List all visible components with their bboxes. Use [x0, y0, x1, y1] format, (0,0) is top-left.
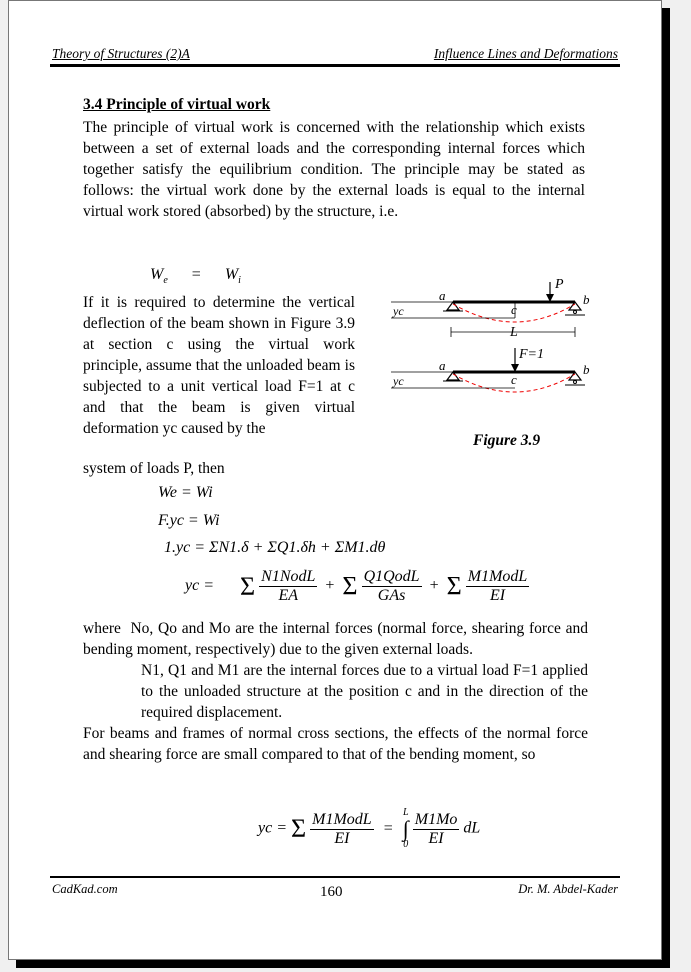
- where-p3: For beams and frames of normal cross sections, the effects of the normal force and shearing force are small compared to that of the bending moment, so: [83, 725, 588, 763]
- label-p: P: [555, 277, 564, 292]
- eq4-t1-den: EA: [278, 587, 299, 604]
- section-heading: 3.4 Principle of virtual work: [83, 96, 271, 113]
- where-p1: No, Qo and Mo are the internal forces (normal force, shearing force and bending moment, respectively) due to the given external loads.: [83, 620, 589, 658]
- equation-3: 1.yc = ΣN1.δ + ΣQ1.δh + ΣM1.dθ: [164, 539, 386, 556]
- page-header: [50, 46, 620, 67]
- figure-caption: Figure 3.9: [473, 432, 541, 449]
- final-num-2: M1Mo: [414, 810, 458, 828]
- left-text: If it is required to determine the vertical deflection of the beam shown in Figure 3.9 at section c using the virtual work principle, assume that the unloaded beam is subjected to a unit vertical load F=1 at c and that the beam is given virtual deformation yc caused by the: [83, 294, 355, 437]
- eq4-t3-den: EI: [489, 587, 506, 604]
- label-b-bottom: b: [583, 362, 590, 377]
- final-equation: yc = Σ $\frac{\text{M1ModL}}{EI}$ = L ∫ 0 $\frac{M1Mo}{EI}$ dL: [258, 807, 481, 850]
- label-a-top: a: [439, 288, 446, 303]
- page-number: 160: [320, 884, 343, 900]
- final-tail: dL: [463, 819, 481, 837]
- label-a-bottom: a: [439, 358, 446, 373]
- left-text-last-line: system of loads P, then: [83, 460, 225, 477]
- label-b-top: b: [583, 292, 590, 307]
- intro-paragraph: The principle of virtual work is concerned with the relationship which exists between a set of external loads and the corresponding internal forces which together satisfy the equilibrium condition. The principle may be stated as follows: the virtual work done by the external loads is equal to the internal virtual work stored (absorbed) by the structure, i.e.: [83, 119, 585, 220]
- final-den-2: EI: [428, 829, 444, 847]
- header-right: Influence Lines and Deformations: [433, 46, 618, 61]
- final-lhs: yc =: [258, 819, 287, 837]
- eq4-t2-num: Q1QodL: [363, 568, 420, 585]
- header-left: Theory of Structures (2)A: [52, 46, 190, 61]
- label-yc-top: yc: [393, 304, 404, 318]
- eq4-lhs: yc =: [185, 577, 214, 595]
- equation-4: yc = Σ $\frac{\text{N1NodL}}{EA}$ + Σ $\frac{\text{Q1QodL}}{\text{GAs}}$ + Σ $\frac{\text{M1ModL}}{EI}$: [185, 568, 528, 604]
- eq4-t1-num: N1NodL: [261, 568, 316, 585]
- where-p2: N1, Q1 and M1 are the internal forces due to a virtual load F=1 applied to the unloaded structure at the position c and in the direction of the required displacement.: [141, 662, 588, 721]
- section-body: [83, 94, 585, 222]
- footer-right: Dr. M. Abdel-Kader: [518, 882, 618, 896]
- equation-2: F.yc = Wi: [158, 512, 220, 529]
- label-yc-bottom: yc: [393, 374, 404, 388]
- label-l: L: [510, 325, 518, 340]
- page-footer: [50, 876, 620, 902]
- final-num-1: M1ModL: [312, 810, 372, 828]
- beam-figure: [385, 272, 600, 402]
- equation-1: We = Wi: [158, 484, 213, 501]
- where-lead: where: [83, 620, 121, 637]
- label-f: F=1: [519, 347, 544, 362]
- footer-left: CadKad.com: [52, 882, 118, 896]
- label-c-bottom: c: [511, 372, 517, 387]
- int-top: L: [402, 807, 409, 818]
- int-bottom: 0: [403, 839, 409, 850]
- eq4-t3-num: M1ModL: [467, 568, 528, 585]
- equation-work-balance: $W_e = W_i$: [150, 266, 241, 287]
- where-section: [83, 618, 588, 765]
- final-den-1: EI: [334, 829, 350, 847]
- left-column-text: [83, 292, 355, 439]
- label-c-top: c: [511, 302, 517, 317]
- eq4-t2-den: GAs: [377, 587, 406, 604]
